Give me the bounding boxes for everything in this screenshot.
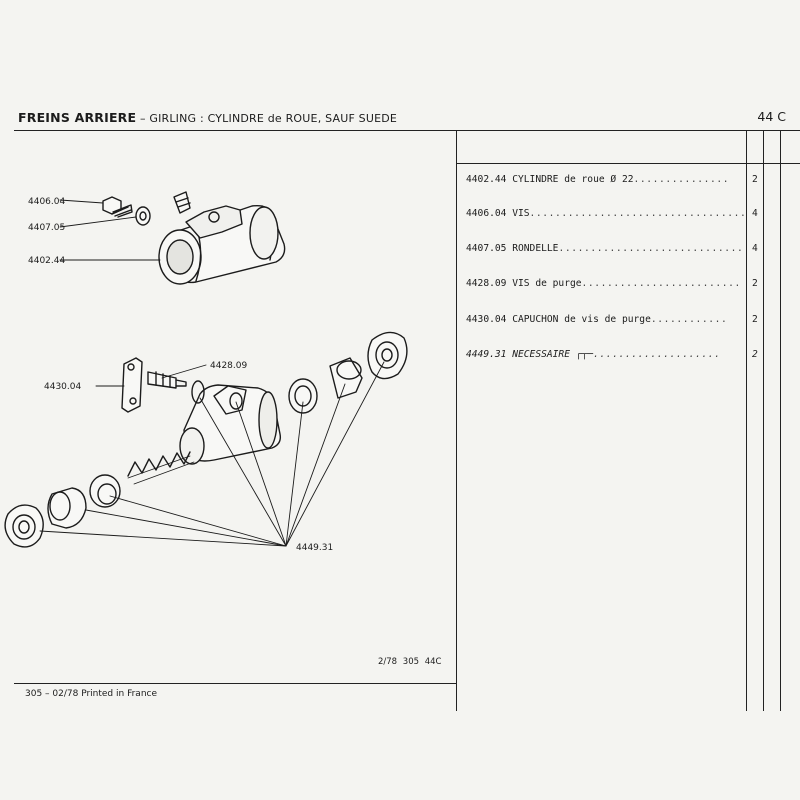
part-qty: 4 — [752, 243, 758, 254]
part-desc: CYLINDRE de roue Ø 22 — [512, 174, 634, 185]
wheel-cylinder-assembled — [159, 192, 285, 284]
part-ref: 4407.05 — [466, 243, 507, 254]
leader-dots: ............... — [633, 174, 730, 185]
leader-dots: ............................. — [558, 243, 744, 254]
part-qty: 2 — [752, 314, 758, 325]
part-desc: CAPUCHON de vis de purge — [512, 314, 651, 325]
page-title-main: FREINS ARRIERE — [18, 110, 137, 125]
leader-dots: .................................. — [529, 208, 747, 219]
part-desc: NECESSAIRE — [512, 349, 570, 360]
part-desc: VIS — [512, 208, 530, 219]
part-ref: 4402.44 — [466, 174, 507, 185]
part-desc: VIS de purge — [512, 278, 582, 289]
callout-4430: 4430.04 — [44, 382, 82, 392]
leader-dots: ......................... — [581, 278, 741, 289]
cylinder-body-exploded — [180, 385, 280, 464]
part-ref: 4430.04 — [466, 314, 507, 325]
part-qty: 2 — [752, 349, 758, 360]
callout-4406: 4406.04 — [28, 197, 66, 207]
callout-4449: 4449.31 — [296, 543, 334, 553]
part-ref: 4449.31 — [466, 349, 507, 360]
leader-dots: ............ — [650, 314, 728, 325]
part-qty: 2 — [752, 174, 758, 185]
callout-4407: 4407.05 — [28, 223, 66, 233]
piston-right — [289, 379, 317, 413]
piston-left — [48, 488, 86, 528]
page-title-subtitle: – GIRLING : CYLINDRE de ROUE, SAUF SUEDE — [136, 112, 398, 125]
cup-right — [330, 358, 362, 398]
callout-4402: 4402.44 — [28, 256, 66, 266]
part-desc: RONDELLE — [512, 243, 559, 254]
bleed-cap-4430 — [122, 358, 142, 412]
screw-4406 — [103, 197, 132, 217]
part-ref: 4428.09 — [466, 278, 507, 289]
dust-boot-left — [5, 505, 43, 547]
part-qty: 4 — [752, 208, 758, 219]
page-code: 44 C — [757, 109, 786, 124]
part-qty: 2 — [752, 278, 758, 289]
dust-boot-right — [368, 332, 407, 378]
bleed-screw-4428 — [148, 372, 186, 388]
drawing-code: 2/78 305 44C — [378, 657, 442, 667]
leader-dots: .................... — [593, 349, 721, 360]
part-ref: 4406.04 — [466, 208, 507, 219]
washer-4407 — [136, 207, 150, 225]
seal-left — [90, 475, 120, 507]
callout-4428: 4428.09 — [210, 361, 248, 371]
print-note: 305 – 02/78 Printed in France — [25, 689, 158, 699]
kit-mark: ┌┬─ — [569, 349, 594, 360]
